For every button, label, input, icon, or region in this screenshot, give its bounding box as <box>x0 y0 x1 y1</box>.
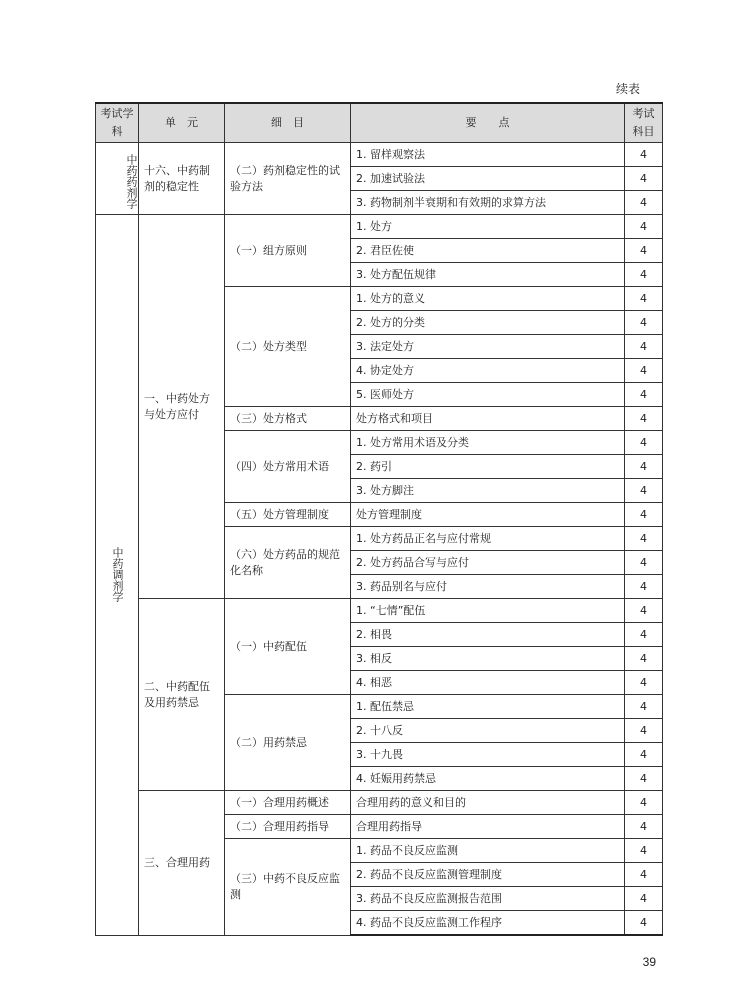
point-cell: 2. 十八反 <box>351 719 625 743</box>
point-cell: 3. 处方脚注 <box>351 479 625 503</box>
point-cell: 1. 处方药品正名与应付常规 <box>351 527 625 551</box>
subject-cell: 中药调剂学 <box>96 215 139 936</box>
point-cell: 2. 处方的分类 <box>351 311 625 335</box>
continued-label: 续表 <box>615 82 640 96</box>
point-cell: 2. 处方药品合写与应付 <box>351 551 625 575</box>
point-cell: 1. 处方常用术语及分类 <box>351 431 625 455</box>
point-cell: 3. 药品别名与应付 <box>351 575 625 599</box>
header-subunit: 细 目 <box>225 103 351 143</box>
syllabus-table <box>95 102 663 936</box>
hours-cell: 4 <box>625 287 663 311</box>
point-cell: 3. 药品不良反应监测报告范围 <box>351 887 625 911</box>
unit-cell: 十六、中药制剂的稳定性 <box>139 143 225 215</box>
hours-cell: 4 <box>625 431 663 455</box>
hours-cell: 4 <box>625 407 663 431</box>
point-cell: 3. 相反 <box>351 647 625 671</box>
hours-cell: 4 <box>625 239 663 263</box>
point-cell: 3. 十九畏 <box>351 743 625 767</box>
hours-cell: 4 <box>625 695 663 719</box>
point-cell: 4. 相恶 <box>351 671 625 695</box>
unit-cell: 三、合理用药 <box>139 791 225 936</box>
hours-cell: 4 <box>625 575 663 599</box>
hours-cell: 4 <box>625 551 663 575</box>
point-cell: 4. 妊娠用药禁忌 <box>351 767 625 791</box>
subunit-cell: （四）处方常用术语 <box>225 431 351 503</box>
point-cell: 5. 医师处方 <box>351 383 625 407</box>
hours-cell: 4 <box>625 599 663 623</box>
header-points: 要 点 <box>351 103 625 143</box>
subunit-cell: （二）处方类型 <box>225 287 351 407</box>
point-cell: 2. 药品不良反应监测管理制度 <box>351 863 625 887</box>
unit-cell: 一、中药处方与处方应付 <box>139 215 225 599</box>
point-cell: 3. 药物制剂半衰期和有效期的求算方法 <box>351 191 625 215</box>
hours-cell: 4 <box>625 743 663 767</box>
subunit-cell: （五）处方管理制度 <box>225 503 351 527</box>
hours-cell: 4 <box>625 719 663 743</box>
hours-cell: 4 <box>625 623 663 647</box>
header-subject: 考试学科 <box>96 103 139 143</box>
header-hours: 考试科目 <box>625 103 663 143</box>
subunit-cell: （三）中药不良反应监测 <box>225 839 351 936</box>
hours-cell: 4 <box>625 671 663 695</box>
subunit-cell: （二）药剂稳定性的试验方法 <box>225 143 351 215</box>
hours-cell: 4 <box>625 863 663 887</box>
hours-cell: 4 <box>625 359 663 383</box>
hours-cell: 4 <box>625 167 663 191</box>
point-cell: 2. 相畏 <box>351 623 625 647</box>
point-cell: 3. 法定处方 <box>351 335 625 359</box>
hours-cell: 4 <box>625 791 663 815</box>
point-cell: 1. 处方的意义 <box>351 287 625 311</box>
subunit-cell: （六）处方药品的规范化名称 <box>225 527 351 599</box>
hours-cell: 4 <box>625 911 663 936</box>
subunit-cell: （二）用药禁忌 <box>225 695 351 791</box>
hours-cell: 4 <box>625 767 663 791</box>
hours-cell: 4 <box>625 527 663 551</box>
point-cell: 处方管理制度 <box>351 503 625 527</box>
hours-cell: 4 <box>625 815 663 839</box>
hours-cell: 4 <box>625 311 663 335</box>
table-row <box>96 791 663 815</box>
point-cell: 合理用药的意义和目的 <box>351 791 625 815</box>
hours-cell: 4 <box>625 335 663 359</box>
hours-cell: 4 <box>625 503 663 527</box>
table-row <box>96 599 663 623</box>
point-cell: 2. 君臣佐使 <box>351 239 625 263</box>
hours-cell: 4 <box>625 143 663 167</box>
point-cell: 1. “七情”配伍 <box>351 599 625 623</box>
hours-cell: 4 <box>625 263 663 287</box>
table-row <box>96 215 663 239</box>
point-cell: 1. 处方 <box>351 215 625 239</box>
point-cell: 处方格式和项目 <box>351 407 625 431</box>
hours-cell: 4 <box>625 839 663 863</box>
subunit-cell: （二）合理用药指导 <box>225 815 351 839</box>
point-cell: 4. 药品不良反应监测工作程序 <box>351 911 625 936</box>
point-cell: 1. 配伍禁忌 <box>351 695 625 719</box>
page-number: 39 <box>642 955 656 969</box>
point-cell: 2. 加速试验法 <box>351 167 625 191</box>
subunit-cell: （一）合理用药概述 <box>225 791 351 815</box>
hours-cell: 4 <box>625 191 663 215</box>
hours-cell: 4 <box>625 647 663 671</box>
hours-cell: 4 <box>625 455 663 479</box>
subunit-cell: （一）组方原则 <box>225 215 351 287</box>
subunit-cell: （三）处方格式 <box>225 407 351 431</box>
hours-cell: 4 <box>625 479 663 503</box>
unit-cell: 二、中药配伍及用药禁忌 <box>139 599 225 791</box>
subunit-cell: （一）中药配伍 <box>225 599 351 695</box>
point-cell: 合理用药指导 <box>351 815 625 839</box>
hours-cell: 4 <box>625 383 663 407</box>
hours-cell: 4 <box>625 887 663 911</box>
point-cell: 3. 处方配伍规律 <box>351 263 625 287</box>
point-cell: 1. 留样观察法 <box>351 143 625 167</box>
hours-cell: 4 <box>625 215 663 239</box>
subject-cell: 中药药剂学 <box>96 143 139 215</box>
point-cell: 1. 药品不良反应监测 <box>351 839 625 863</box>
header-unit: 单 元 <box>139 103 225 143</box>
point-cell: 4. 协定处方 <box>351 359 625 383</box>
table-row <box>96 143 663 167</box>
point-cell: 2. 药引 <box>351 455 625 479</box>
table-header-row <box>96 103 663 143</box>
